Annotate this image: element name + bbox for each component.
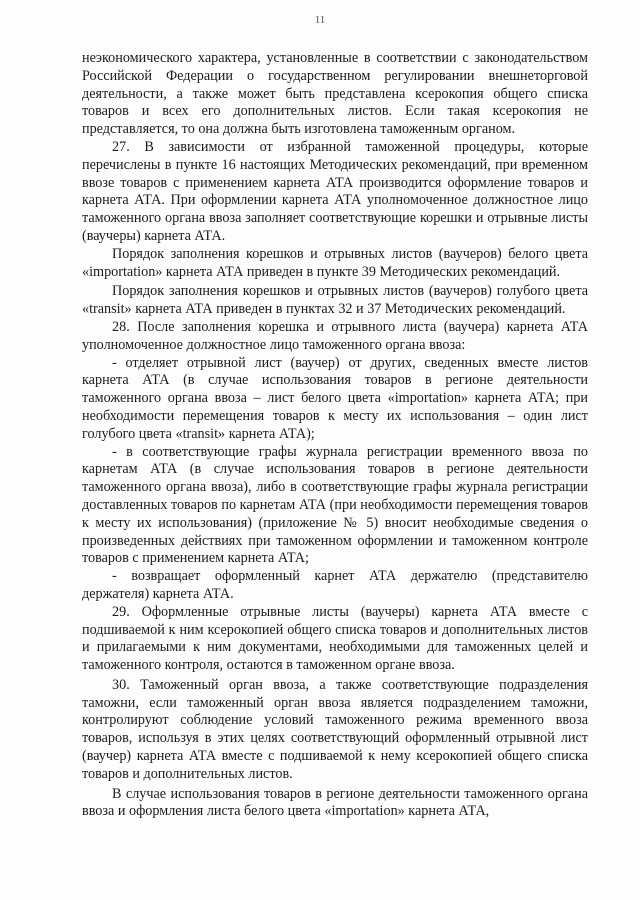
document-body xyxy=(82,50,588,821)
paragraph-item-27: 27. В зависимости от избранной таможенной процедуры, которые перечислены в пункте 16 настоящих Методических рекомендаций, при временном ввозе товаров с применением карнета АТА производится оформление товаров и карнета АТА. При оформлении карнета АТА уполномоченное должностное лицо таможенного органа ввоза заполняет соответствующие корешки и отрывные листы (ваучеры) карнета АТА. xyxy=(82,138,588,244)
paragraph-transit-order: Порядок заполнения корешков и отрывных листов (ваучеров) голубого цвета «transit» карнета АТА приведен в пунктах 32 и 37 Методических рекомендаций. xyxy=(82,283,588,318)
list-item-journal-entry: - в соответствующие графы журнала регистрации временного ввоза по карнетам АТА (в случае использования товаров в регионе деятельности таможенного органа ввоза), либо в соответствующие графы журнала регистрации доставленных товаров по карнетам АТА (при необходимости перемещения товаров к месту их использования) (приложение № 5) вносит необходимые сведения о произведенных действиях при таможенном оформлении и таможенном контроле товаров с применением карнета АТА; xyxy=(82,443,588,567)
paragraph-importation-order: Порядок заполнения корешков и отрывных листов (ваучеров) белого цвета «importation» карнета АТА приведен в пункте 39 Методических рекомендаций. xyxy=(82,245,588,280)
paragraph-item-30: 30. Таможенный орган ввоза, а также соответствующие подразделения таможни, если таможенный орган ввоза является подразделением таможни, контролируют соблюдение условий таможенного режима временного ввоза товаров, используя в этих целях соответствующий оформленный отрывной лист (ваучер) карнета АТА вместе с подшиваемой к нему ксерокопией общего списка товаров и дополнительных листов. xyxy=(82,676,588,782)
paragraph-continuation: неэкономического характера, установленные в соответствии с законодательством Российской Федерации о государственном регулировании внешнеторговой деятельности, а также может быть представлена ксерокопия общего списка товаров и всех его дополнительных листов. Если такая ксерокопия не представляется, то она должна быть изготовлена таможенным органом. xyxy=(82,50,588,138)
paragraph-item-29: 29. Оформленные отрывные листы (ваучеры) карнета АТА вместе с подшиваемой к ним ксерокопией общего списка товаров и дополнительных листов и прилагаемыми к ним документами, необходимыми для таможенных целей и таможенного контроля, остаются в таможенном органе ввоза. xyxy=(82,603,588,674)
list-item-return-carnet: - возвращает оформленный карнет АТА держателю (представителю держателя) карнета АТА. xyxy=(82,568,588,602)
paragraph-item-28: 28. После заполнения корешка и отрывного листа (ваучера) карнета АТА уполномоченное должностное лицо таможенного органа ввоза: xyxy=(82,318,588,353)
paragraph-region-usage: В случае использования товаров в регионе деятельности таможенного органа ввоза и оформления листа белого цвета «importation» карнета АТА, xyxy=(82,785,588,820)
list-item-detach-voucher: - отделяет отрывной лист (ваучер) от других, сведенных вместе листов карнета АТА (в случае использования товаров в регионе деятельности таможенного органа ввоза – лист белого цвета «importation» карнета АТА; при необходимости перемещения товаров к месту их использования – один лист голубого цвета «transit» карнета АТА); xyxy=(82,354,588,442)
page-number: 11 xyxy=(314,14,326,26)
